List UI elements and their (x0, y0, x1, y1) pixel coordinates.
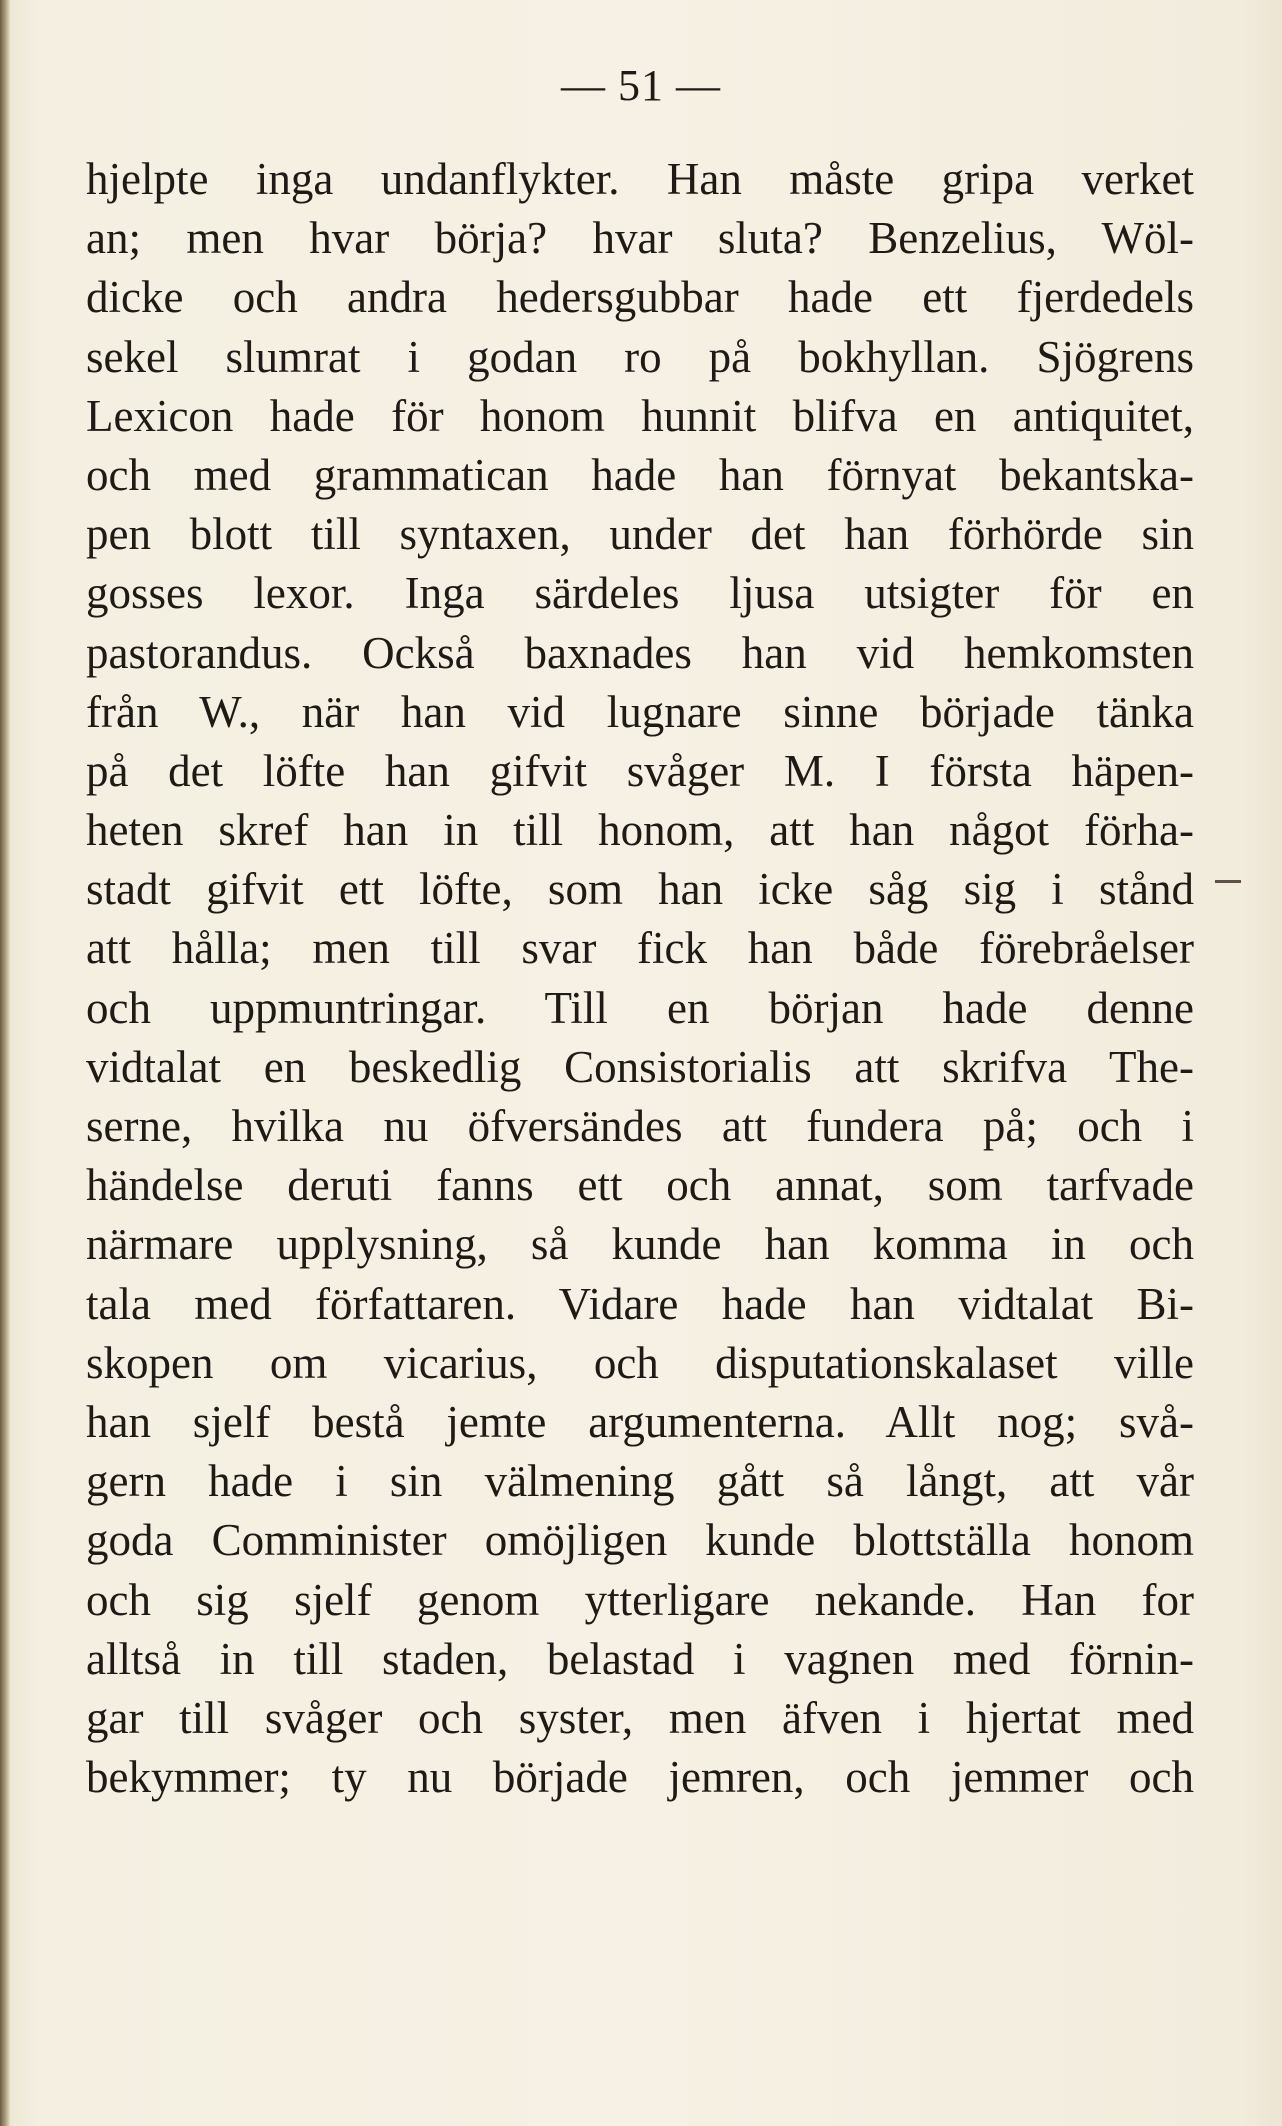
text-line: närmare upplysning, så kunde han komma in och (86, 1219, 1194, 1270)
text-line: händelse deruti fanns ett och annat, som tarfvade (86, 1160, 1194, 1211)
text-line: gar till svåger och syster, men äfven i hjertat med (86, 1692, 1194, 1743)
text-line: han sjelf bestå jemte argumenterna. Allt nog; svå- (86, 1396, 1194, 1447)
text-line: goda Comminister omöjligen kunde blottställa honom (86, 1515, 1194, 1566)
text-line: och uppmuntringar. Till en början hade denne (86, 982, 1194, 1033)
text-line: på det löfte han gifvit svåger M. I första häpen- (86, 745, 1194, 796)
text-line: gosses lexor. Inga särdeles ljusa utsigter för en (86, 568, 1194, 619)
text-line: skopen om vicarius, och disputationskalaset ville (86, 1337, 1194, 1388)
text-line: stadt gifvit ett löfte, som han icke såg sig i stånd (86, 864, 1194, 915)
margin-dash-mark (1215, 880, 1241, 883)
text-line: an; men hvar börja? hvar sluta? Benzelius, Wöl- (86, 213, 1194, 264)
text-line: pen blott till syntaxen, under det han förhörde sin (86, 509, 1194, 560)
text-line: heten skref han in till honom, att han något förha- (86, 805, 1194, 856)
text-line: Lexicon hade för honom hunnit blifva en antiquitet, (86, 390, 1194, 441)
text-line: pastorandus. Också baxnades han vid hemkomsten (86, 627, 1194, 678)
text-line: och med grammatican hade han förnyat bekantska- (86, 449, 1194, 500)
text-line: serne, hvilka nu öfversändes att fundera på; och i (86, 1101, 1194, 1151)
text-line: dicke och andra hedersgubbar hade ett fjerdedels (86, 272, 1194, 323)
text-line: och sig sjelf genom ytterligare nekande. Han for (86, 1574, 1194, 1625)
page-body-text (86, 150, 1194, 1807)
text-line: alltså in till staden, belastad i vagnen med förnin- (86, 1633, 1194, 1684)
text-line: hjelpte inga undanflykter. Han måste gripa verket (86, 154, 1194, 204)
text-line: från W., när han vid lugnare sinne började tänka (86, 686, 1194, 737)
text-line: att hålla; men till svar fick han både förebråelser (86, 923, 1194, 974)
text-line: sekel slumrat i godan ro på bokhyllan. Sjögrens (86, 331, 1194, 382)
text-line: tala med författaren. Vidare hade han vidtalat Bi- (86, 1278, 1194, 1329)
page-binding-edge (0, 0, 10, 2126)
text-line: vidtalat en beskedlig Consistorialis att skrifva The- (86, 1041, 1194, 1092)
text-line: gern hade i sin välmening gått så långt, att vår (86, 1456, 1194, 1507)
text-line: bekymmer; ty nu började jemren, och jemmer och (86, 1752, 1194, 1803)
page-number-header: — 51 — (561, 61, 721, 110)
